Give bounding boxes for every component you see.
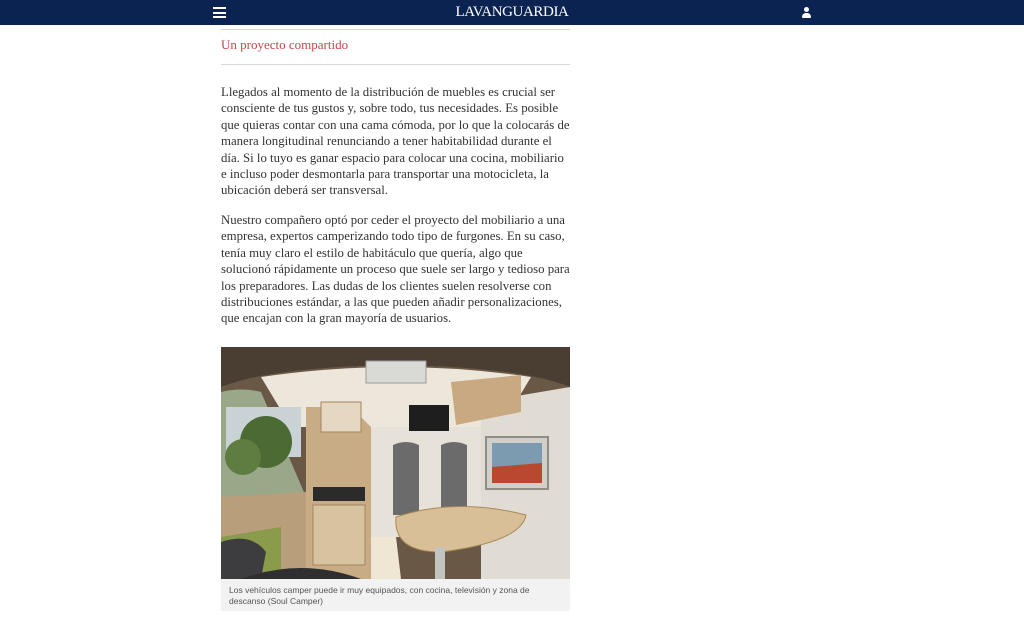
section-subheading: Un proyecto compartido [221, 37, 349, 52]
top-navigation-bar [0, 0, 1024, 25]
article-paragraph: Llegados al momento de la distribución de muebles es crucial ser consciente de tus gustos y, sobre todo, tus necesidades. Es posible que quieras contar con una cama cómoda, por lo que la colocarás de manera longitudinal renunciando a tener habitabilidad durante el día. Si lo tuyo es ganar espacio para colocar una cocina, mobiliario e incluso poder desmontarla para transportar una motocicleta, la ubicación deberá ser transversal. [221, 85, 570, 198]
article-figure [221, 347, 570, 611]
camper-interior-photo[interactable] [221, 347, 570, 579]
user-icon[interactable] [801, 7, 812, 18]
divider [221, 64, 570, 65]
article-paragraph: Nuestro compañero optó por ceder el proyecto del mobiliario a una empresa, expertos camperizando todo tipo de furgones. En su caso, tenía muy claro el estilo de habitáculo que quería, algo que solucionó rápidamente un proceso que suele ser largo y tedioso para los preparadores. Las dudas de los clientes suelen resolverse con distribuciones estándar, a las que pueden añadir personalizaciones, que encajan con la gran mayoría de usuarios. [221, 213, 570, 326]
figure-caption: Los vehículos camper puede ir muy equipados, con cocina, televisión y zona de descanso (Soul Camper) [229, 585, 530, 606]
divider [221, 29, 570, 30]
site-logo[interactable]: LAVANGUARDIA [455, 4, 569, 20]
